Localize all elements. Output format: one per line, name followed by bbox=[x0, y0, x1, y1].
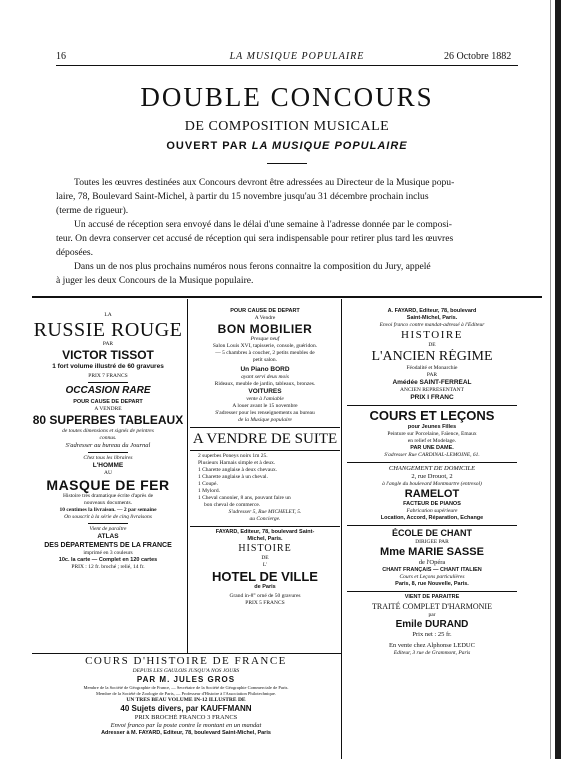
ad-text: ANCIEN REPRÉSENTANT bbox=[400, 387, 464, 393]
ad-text: DE bbox=[261, 555, 269, 561]
ad-text: Cours et Leçons particulières bbox=[399, 574, 465, 580]
contest-title: DOUBLE CONCOURS bbox=[140, 82, 434, 112]
ad-headline: ÉCOLE DE CHANT bbox=[391, 528, 472, 538]
issue-date: 26 Octobre 1882 bbox=[444, 51, 512, 62]
newspaper-page bbox=[22, 0, 542, 759]
ad-text: LA bbox=[104, 312, 112, 318]
ad-headline: BON MOBILIER bbox=[217, 322, 313, 336]
ad-text: S'adresser 5, Rue MICHELET, 5. bbox=[228, 509, 302, 515]
ad-text: Salon Louis XVI, tapisserie, console, guéridon. bbox=[212, 343, 318, 349]
organizer-prefix: OUVERT PAR bbox=[166, 140, 252, 152]
ad-text: POUR CAUSE DE DÉPART bbox=[230, 308, 300, 314]
ad-text: Peinture sur Porcelaine, Faïence, Émaux bbox=[387, 431, 477, 437]
ad-text: On souscrit à la série de cinq livraisons bbox=[64, 514, 152, 520]
ad-text: Paris, 8, rue Nouvelle, Paris. bbox=[395, 581, 469, 587]
ad-price: PRIX I FRANC bbox=[410, 394, 454, 401]
ad-text: L'HOMME bbox=[92, 462, 124, 469]
column-divider bbox=[187, 299, 188, 654]
page-number: 16 bbox=[56, 51, 66, 62]
ad-text: en relief et Modelage. bbox=[407, 438, 457, 444]
ad-text: ayant servi deux mois bbox=[241, 374, 289, 380]
ad-text: S'adresser pour les renseignements au bureau bbox=[215, 410, 315, 416]
ad-text: imprimé en 3 couleurs bbox=[83, 550, 133, 556]
ad-text: de la Musique populaire bbox=[238, 417, 292, 423]
ad-text: A louer avant le 15 novembre bbox=[232, 403, 298, 409]
body-line: laire, 78, Boulevard Saint-Michel, à partir du 15 novembre jusqu'au 31 décembre prochain inclus bbox=[56, 191, 429, 202]
ad-headline: MASQUE DE FER bbox=[46, 477, 170, 493]
ad-text: 10 centimes la livraison. — 2 par semaine bbox=[59, 507, 157, 513]
ad-text: Fabrication supérieure bbox=[406, 508, 458, 514]
ad-text: vente à l'amiable bbox=[246, 396, 284, 402]
ad-price: PRIX 7 FRANCS bbox=[88, 373, 128, 379]
body-line: Un accusé de réception sera envoyé dans le délai d'une semaine à l'adresse donnée par le composi- bbox=[74, 219, 452, 230]
ad-text: Adresser à M. FAYARD, Éditeur, 78, boulevard Saint-Michel, Paris bbox=[101, 730, 271, 736]
ad-headline: RAMELOT bbox=[404, 488, 460, 500]
ad-headline: CHANGEMENT DE DOMICILE bbox=[388, 465, 476, 472]
ad-text: Membre de la Société de Géographie de France, — Secrétaire de la Société de Géographie Commerciale de Paris. bbox=[83, 685, 289, 690]
body-line: Toutes les œuvres destinées aux Concours devront être adressées au Directeur de la Musique popu- bbox=[74, 177, 455, 188]
journal-name: LA MUSIQUE POPULAIRE bbox=[229, 51, 365, 62]
ad-text: L' bbox=[262, 562, 268, 568]
ad-text: connus. bbox=[99, 435, 117, 441]
ad-author: Amédée SAINT-FERRÉAL bbox=[392, 379, 472, 386]
ad-text: 1 Charette anglaise à deux chevaux. bbox=[198, 467, 278, 473]
header-rule bbox=[56, 65, 518, 66]
ad-text: 1 Mylord. bbox=[198, 488, 220, 494]
contest-organizer bbox=[52, 140, 522, 152]
ad-text: au Concierge. bbox=[249, 516, 281, 522]
ad-text: S'adresser Rue CARDINAL-LEMOINE, 61. bbox=[384, 452, 480, 458]
ad-text: de l'Opéra bbox=[418, 559, 446, 566]
ad-text: A VENDRE bbox=[94, 406, 122, 412]
ad-text: Vient de paraître bbox=[89, 526, 127, 532]
announcement-body bbox=[56, 176, 518, 288]
ad-text: de Paris bbox=[254, 584, 276, 590]
ad-text: 2, rue Drouot, 2 bbox=[411, 473, 453, 480]
ad-text: Rideaux, meuble de jardin, tableaux, bronzes. bbox=[214, 381, 316, 387]
ad-text: 1 Coupé. bbox=[198, 481, 218, 487]
ad-text: UN TRÈS BEAU VOLUME IN-12 ILLUSTRÉ DE bbox=[126, 697, 246, 703]
ad-text: — 5 chambres à coucher, 2 petits meubles de bbox=[215, 350, 315, 356]
bottom-ad-rule bbox=[32, 653, 341, 654]
ad-headline: HISTOIRE bbox=[401, 329, 463, 341]
ad-text: DIRIGÉE PAR bbox=[415, 539, 449, 545]
ad-text: bon cheval de commerce. bbox=[204, 502, 261, 508]
ad-text: Féodalité et Monarchie bbox=[406, 365, 458, 371]
contest-subtitle: DE COMPOSITION MUSICALE bbox=[184, 119, 390, 134]
ad-text: ATLAS bbox=[97, 533, 119, 540]
ad-text: Presque neuf bbox=[250, 336, 280, 342]
ad-headline: Mme MARIE SASSE bbox=[380, 546, 484, 558]
ad-text: nouveaux documents. bbox=[84, 500, 132, 506]
ad-author: Emile DURAND bbox=[395, 619, 469, 630]
ad-headline: 80 SUPERBES TABLEAUX bbox=[32, 413, 184, 427]
ad-text: Location, Accord, Réparation, Échange bbox=[380, 515, 484, 521]
section-separator bbox=[32, 296, 542, 298]
ad-text: Envoi franco contre mandat-adressé à l'Éditeur bbox=[379, 322, 485, 328]
ad-text: 1 Charette anglaise à un cheval. bbox=[198, 474, 268, 480]
ad-text: 10c. la carte — Complet en 120 cartes bbox=[58, 557, 158, 563]
ad-text: pour Jeunes Filles bbox=[407, 424, 457, 430]
page-binding-line bbox=[550, 0, 551, 759]
ad-text: A Vendre bbox=[254, 315, 276, 321]
ad-text: Un Piano BORD bbox=[240, 366, 290, 373]
ad-text: Plusieurs Harnais simple et à deux. bbox=[198, 460, 276, 466]
ad-text: A. FAYARD, Éditeur, 78, boulevard bbox=[387, 308, 477, 314]
ad-headline: DES DÉPARTEMENTS DE LA FRANCE bbox=[44, 542, 172, 549]
column-divider bbox=[341, 299, 342, 759]
ads-middle-column bbox=[190, 300, 340, 607]
body-line: (terme de rigueur). bbox=[56, 205, 129, 216]
ad-headline: A VENDRE DE SUITE bbox=[192, 431, 338, 447]
ad-text: DEPUIS LES GAULOIS JUSQU'A NOS JOURS bbox=[132, 668, 240, 674]
ad-price: PRIX : 12 fr. broché ; relié, 14 fr. bbox=[71, 564, 145, 570]
ad-headline: OCCASION RARE bbox=[65, 385, 151, 396]
ad-text: FACTEUR DE PIANOS bbox=[403, 501, 461, 507]
ad-author: PAR M. JULES GROS bbox=[136, 675, 236, 684]
ad-text: CHANT FRANÇAIS — CHANT ITALIEN bbox=[382, 567, 482, 573]
ad-headline: TRAITÉ COMPLET D'HARMONIE bbox=[372, 602, 492, 611]
ad-text: Saint-Michel, Paris. bbox=[406, 315, 458, 321]
ad-text: VIENT DE PARAITRE bbox=[404, 594, 460, 600]
ad-text: POUR CAUSE DE DÉPART bbox=[73, 399, 143, 405]
ad-text: Grand in-8° orné de 50 gravures bbox=[229, 593, 301, 599]
ad-text: Membre de la Société de Zoologie de Paris, — Professeur d'Histoire à l'Association Philotechnique. bbox=[96, 691, 276, 696]
ad-headline: COURS D'HISTOIRE DE FRANCE bbox=[85, 655, 287, 667]
ad-text: Envoi franco par la poste contre le montant en un mandat bbox=[110, 722, 262, 729]
ad-text: AU bbox=[104, 470, 112, 476]
body-line: Dans un de nos plus prochains numéros nous ferons connaitre la composition du Jury, appelé bbox=[74, 261, 431, 272]
ad-headline: HOTEL DE VILLE bbox=[212, 569, 318, 584]
ad-headline: HISTOIRE bbox=[238, 543, 292, 554]
ad-price: Prix net : 25 fr. bbox=[412, 631, 452, 638]
ad-text: Michel, Paris. bbox=[247, 536, 283, 542]
ads-left-column bbox=[32, 300, 184, 571]
ad-text: de toutes dimensions et signés de peintres bbox=[62, 428, 154, 434]
body-line: déposées. bbox=[56, 247, 94, 258]
ad-text: PAR bbox=[426, 372, 438, 378]
ad-text: par bbox=[428, 612, 436, 618]
ad-text: En vente chez Alphonse LEDUC bbox=[389, 642, 475, 649]
title-rule bbox=[267, 163, 307, 164]
ad-text: 1 fort volume illustré de 60 gravures bbox=[52, 363, 164, 370]
ad-text: PAR UNE DAME. bbox=[410, 445, 454, 451]
body-line: teur. On devra conserver cet accusé de réception qui sera indispensable pour retirer plus tard les œuvres bbox=[56, 233, 454, 244]
ads-right-column bbox=[344, 300, 520, 657]
ad-text: Chez tous les libraires bbox=[83, 455, 133, 461]
organizer-journal: LA MUSIQUE POPULAIRE bbox=[251, 140, 408, 152]
ad-text: VOITURES bbox=[248, 388, 282, 395]
page-binding-edge bbox=[555, 0, 561, 759]
ad-headline: 40 Sujets divers, par KAUFFMANN bbox=[120, 704, 252, 713]
ad-price: PRIX BROCHÉ FRANCO 3 FRANCS bbox=[134, 714, 238, 721]
ad-text: à l'angle du boulevard Montmartre (entresol) bbox=[382, 481, 482, 487]
ad-author: VICTOR TISSOT bbox=[62, 348, 154, 362]
body-line: à juger les deux Concours de la Musique populaire. bbox=[56, 275, 254, 286]
ad-text: Éditeur, 3 rue de Grammont, Paris bbox=[393, 650, 471, 656]
ad-text: FAYARD, Éditeur, 78, boulevard Saint- bbox=[215, 529, 315, 535]
ad-text: 2 superbes Poneys noirs 1m 25. bbox=[198, 453, 268, 459]
ad-text: petit salon. bbox=[252, 357, 278, 363]
ad-text: Histoire très dramatique écrite d'après de bbox=[62, 493, 154, 499]
ad-headline: L'ANCIEN RÉGIME bbox=[371, 349, 493, 364]
ad-text: S'adresser au bureau du Journal bbox=[65, 442, 151, 449]
ad-headline: RUSSIE ROUGE bbox=[33, 319, 183, 341]
ad-price: PRIX 5 FRANCS bbox=[245, 600, 285, 606]
ad-text: PAR bbox=[102, 341, 114, 347]
ads-bottom-block bbox=[32, 655, 340, 737]
ad-headline: COURS ET LEÇONS bbox=[369, 408, 495, 423]
ad-text: 1 Cheval canonier, 8 ans, pouvant faire un bbox=[198, 495, 291, 501]
ad-text: DE bbox=[428, 342, 436, 348]
